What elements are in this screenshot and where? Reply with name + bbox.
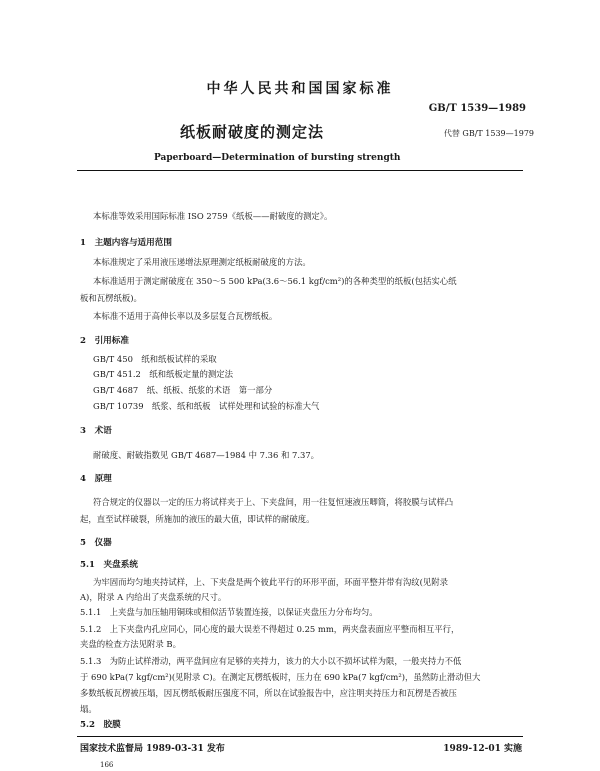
section-1-heading: 1 主题内容与适用范围	[80, 238, 172, 248]
subsection-5-1-p1-line1: 为牢固而均匀地夹持试样，上、下夹盘是两个彼此平行的环形平面，环面平整并带有沟纹(见附录	[93, 577, 449, 587]
section-4-p1-line1: 符合规定的仪器以一定的压力将试样夹于上、下夹盘间，用一往复恒速液压唧筒，将胶膜与试样凸	[93, 497, 454, 507]
clause-5-1-3-line4: 塌。	[80, 704, 97, 714]
section-1-p3: 本标准不适用于高伸长率以及多层复合瓦楞纸板。	[93, 311, 278, 321]
clause-5-1-3-line2: 于 690 kPa(7 kgf/cm²)(见附录 C)。在测定瓦楞纸板时，压力在 690 kPa(7 kgf/cm²)，虽然防止滑动但大	[80, 672, 481, 682]
section-5-heading: 5 仪器	[80, 538, 112, 548]
section-3-heading: 3 术语	[80, 426, 112, 436]
clause-5-1-3-line3: 多数纸板瓦楞被压塌，因瓦楞纸板耐压强度不同，所以在试验报告中，应注明夹持压力和瓦楞是否被压	[80, 688, 457, 698]
clause-5-1-3-line1: 5.1.3 为防止试样滑动，两平盘间应有足够的夹持力，该力的大小以不损坏试样为限，一般夹持力不低	[80, 656, 462, 666]
english-title: Paperboard—Determination of bursting strength	[154, 153, 401, 163]
reference-item: GB/T 451.2 纸和纸板定量的测定法	[93, 369, 234, 379]
reference-item: GB/T 4687 纸、纸板、纸浆的术语 第一部分	[93, 385, 273, 395]
clause-5-1-2-line2: 夹盘的检查方法见附录 B。	[80, 639, 181, 649]
header-rule	[77, 170, 523, 171]
document-title: 纸板耐破度的测定法	[180, 123, 325, 141]
clause-5-1-2-line1: 5.1.2 上下夹盘内孔应同心，同心度的最大误差不得超过 0.25 mm，两夹盘表面应平整而相互平行，	[80, 624, 460, 634]
reference-item: GB/T 450 纸和纸板试样的采取	[93, 354, 217, 364]
subsection-5-1-p1-line2: A)，附录 A 内给出了夹盘系统的尺寸。	[80, 592, 227, 602]
subsection-5-1-heading: 5.1 夹盘系统	[80, 560, 138, 570]
subsection-5-2-heading: 5.2 胶膜	[80, 720, 121, 730]
replaces-note: 代替 GB/T 1539—1979	[443, 129, 534, 138]
standard-type-heading: 中华人民共和国国家标准	[206, 81, 394, 97]
issue-date: 国家技术监督局 1989-03-31 发布	[80, 744, 225, 754]
footer-rule	[77, 736, 523, 737]
reference-item: GB/T 10739 纸浆、纸和纸板 试样处理和试验的标准大气	[93, 401, 320, 411]
section-1-p1: 本标准规定了采用液压递增法原理测定纸板耐破度的方法。	[93, 257, 311, 267]
section-1-p2-line2: 板和瓦楞纸板)。	[80, 293, 142, 303]
section-3-p1: 耐破度、耐破指数见 GB/T 4687—1984 中 7.36 和 7.37。	[93, 450, 320, 460]
section-2-heading: 2 引用标准	[80, 336, 129, 346]
standard-code: GB/T 1539—1989	[428, 103, 526, 114]
section-4-heading: 4 原理	[80, 474, 112, 484]
intro-paragraph: 本标准等效采用国际标准 ISO 2759《纸板——耐破度的测定》。	[93, 211, 333, 221]
page-number: 166	[100, 761, 114, 769]
effective-date: 1989-12-01 实施	[443, 744, 522, 754]
section-1-p2-line1: 本标准适用于测定耐破度在 350～5 500 kPa(3.6～56.1 kgf/cm²)的各种类型的纸板(包括实心纸	[93, 276, 457, 286]
section-4-p1-line2: 起，直至试样破裂，所施加的液压的最大值，即试样的耐破度。	[80, 514, 315, 524]
clause-5-1-1: 5.1.1 上夹盘与加压轴用铜珠或相似活节装置连接，以保证夹盘压力分布均匀。	[80, 607, 378, 617]
